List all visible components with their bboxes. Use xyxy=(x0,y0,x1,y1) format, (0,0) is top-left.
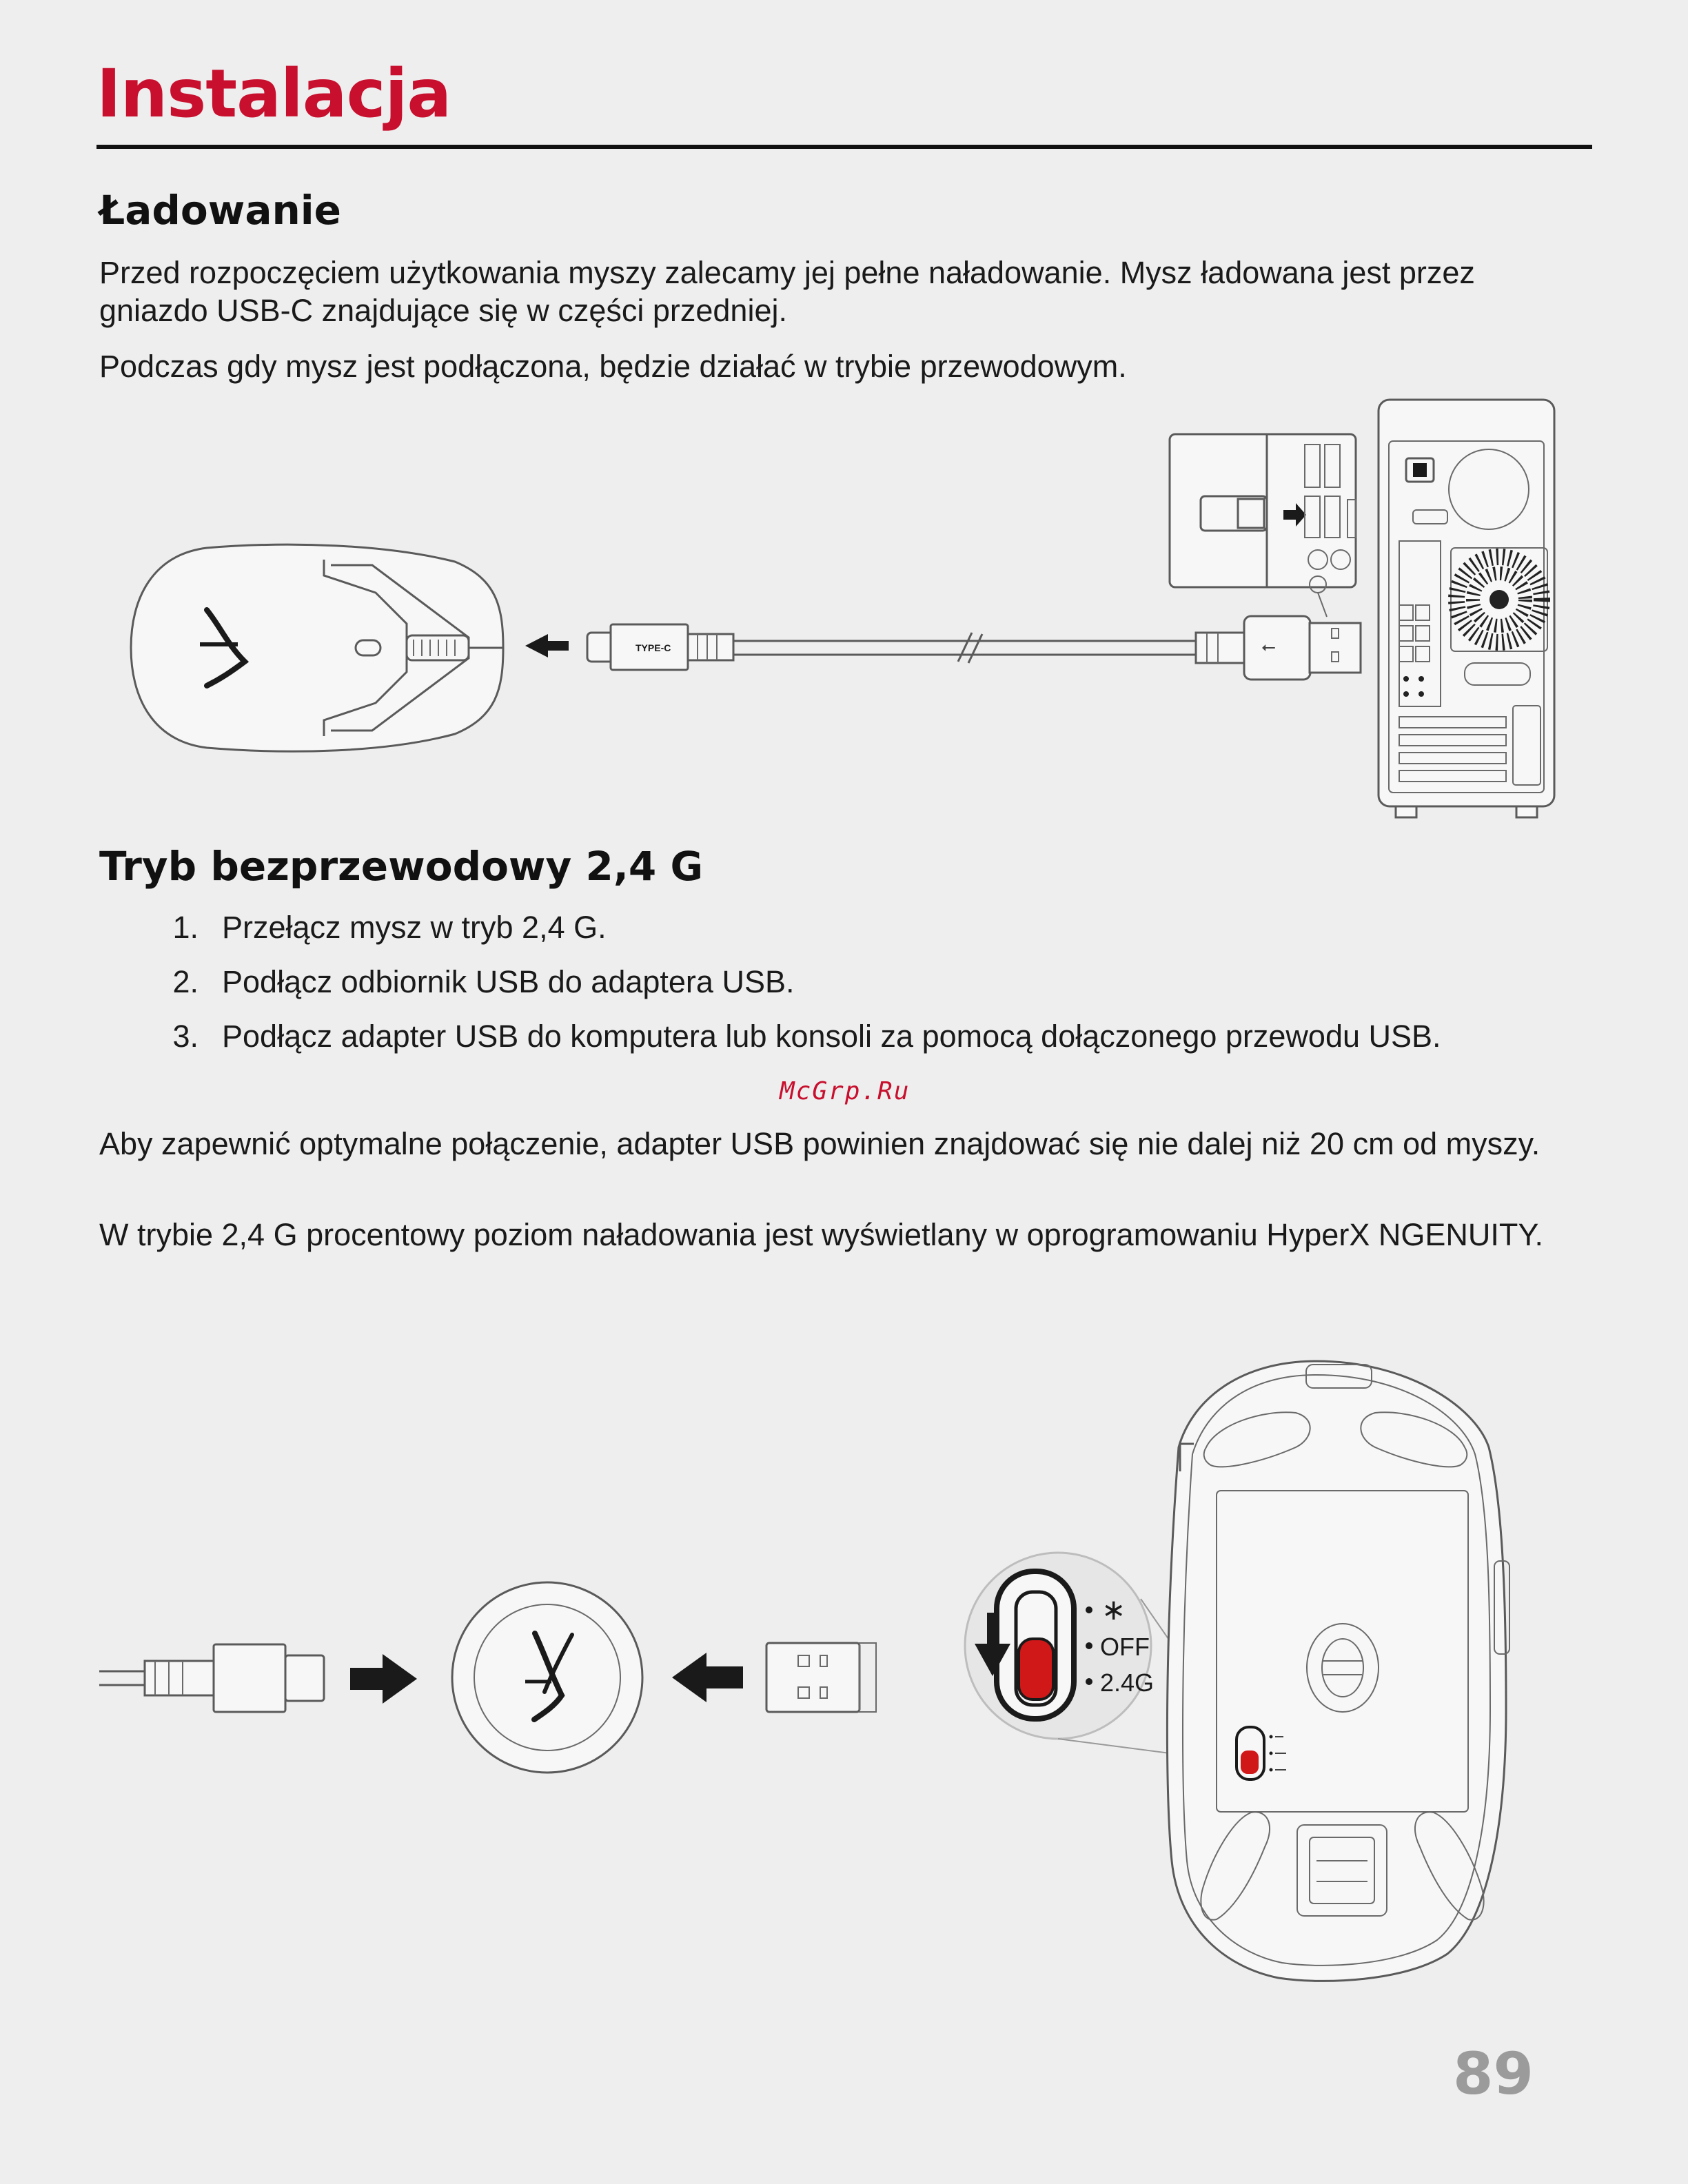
charging-illustration xyxy=(0,386,1688,834)
usb-adapter xyxy=(452,1582,642,1773)
switch-24g-label: 2.4G xyxy=(1100,1668,1155,1697)
svg-text:⭠: ⭠ xyxy=(1261,637,1276,657)
wireless-steps-list xyxy=(145,908,1441,1072)
arrow-left-icon xyxy=(525,634,569,657)
usb-c-cable-end xyxy=(99,1644,324,1712)
list-item xyxy=(145,908,1441,963)
step-text: Podłącz adapter USB do komputera lub konsoli za pomocą dołączonego przewodu USB. xyxy=(222,1019,1441,1054)
usb-c-cable-plug xyxy=(587,624,733,670)
step-text: Podłącz odbiornik USB do adaptera USB. xyxy=(222,964,795,999)
mouse-top-view xyxy=(131,544,503,751)
wireless-illustration xyxy=(0,1337,1688,1999)
step-number: 3. xyxy=(172,1019,199,1054)
charging-paragraph-1: Przed rozpoczęciem użytkowania myszy zalecamy jej pełne naładowanie. Mysz ładowana jest przez gniazdo USB-C znajdujące się w części przedniej. xyxy=(99,255,1475,328)
usb-a-plug xyxy=(1196,616,1361,680)
list-item xyxy=(145,963,1441,1017)
wireless-heading: Tryb bezprzewodowy 2,4 G xyxy=(99,843,704,890)
mouse-bottom-view xyxy=(1167,1361,1509,1981)
arrow-right-icon xyxy=(350,1654,417,1704)
list-item xyxy=(145,1017,1441,1072)
wireless-paragraph-1: Aby zapewnić optymalne połączenie, adapter USB powinien znajdować się nie dalej niż 20 cm od myszy. xyxy=(99,1126,1540,1161)
bluetooth-icon: ∗ xyxy=(1101,1593,1126,1626)
charging-paragraph-2: Podczas gdy mysz jest podłączona, będzie działać w trybie przewodowym. xyxy=(99,349,1127,384)
arrow-left-icon xyxy=(672,1653,743,1702)
rear-panel-inset xyxy=(1170,434,1356,593)
usb-cable xyxy=(733,633,1196,663)
usb-receiver-dongle xyxy=(766,1643,876,1712)
watermark: McGrp.Ru xyxy=(780,1077,911,1105)
step-number: 1. xyxy=(172,910,199,945)
step-text: Przełącz mysz w tryb 2,4 G. xyxy=(222,910,607,945)
title-divider xyxy=(96,145,1592,149)
charging-heading: Ładowanie xyxy=(99,187,341,234)
page-title: Instalacja xyxy=(96,55,451,132)
wireless-paragraph-2: W trybie 2,4 G procentowy poziom naładowania jest wyświetlany w oprogramowaniu HyperX NGENUITY. xyxy=(99,1217,1544,1252)
page-number: 89 xyxy=(1453,2040,1534,2108)
step-number: 2. xyxy=(172,964,199,999)
type-c-label: TYPE-C xyxy=(635,642,671,653)
switch-off-label: OFF xyxy=(1100,1633,1150,1661)
